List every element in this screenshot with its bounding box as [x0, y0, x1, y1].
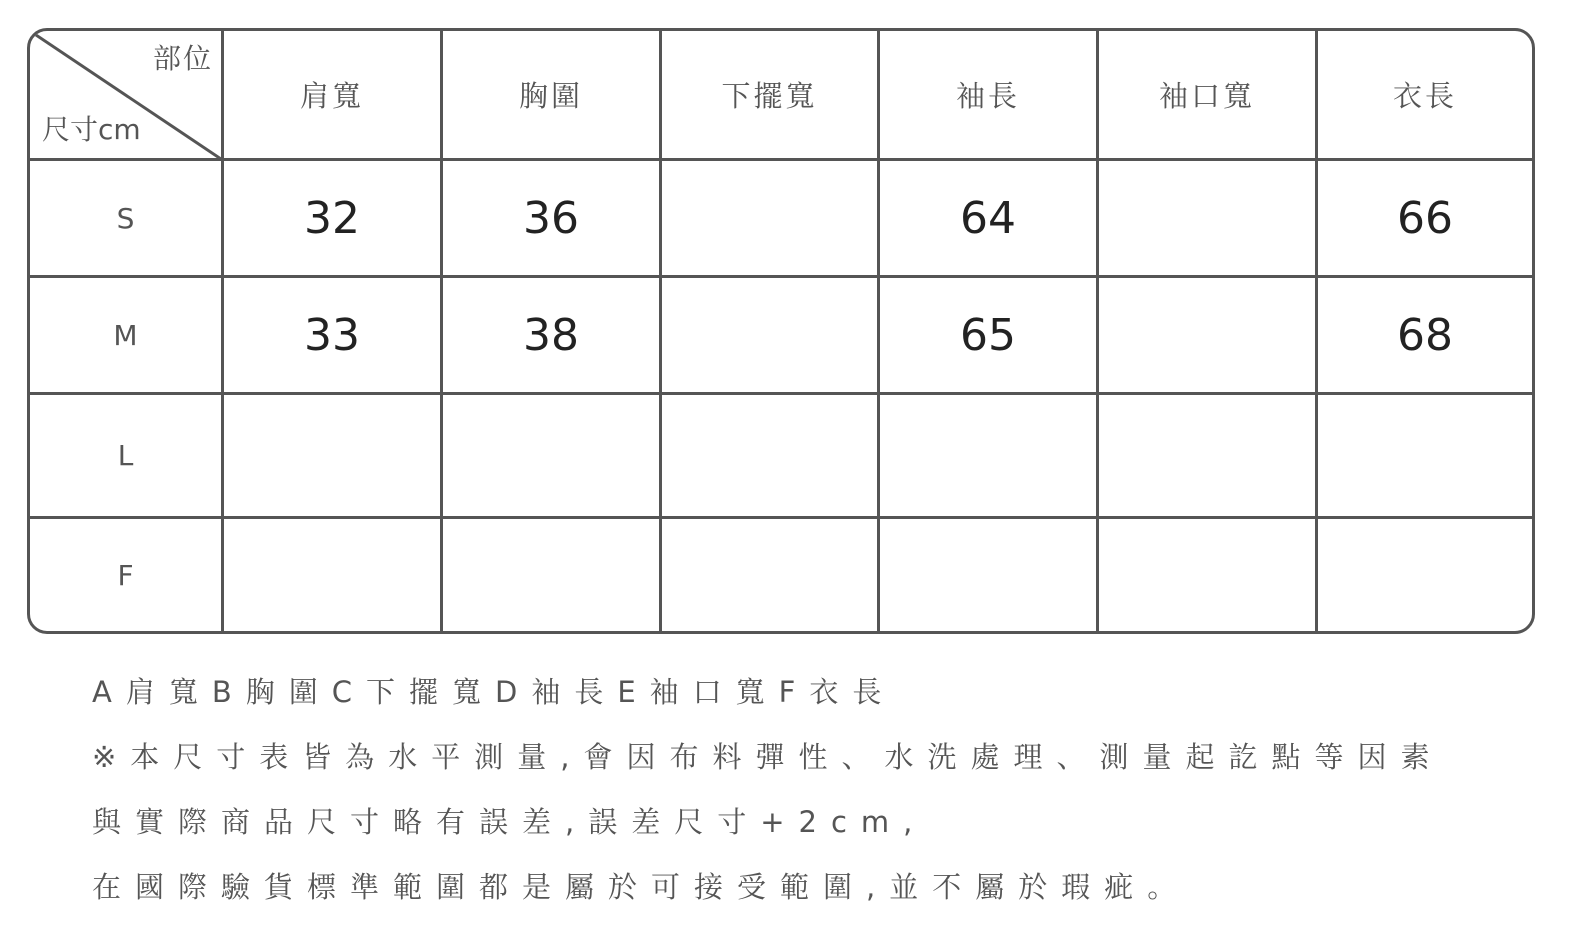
table-cell [1099, 395, 1318, 519]
size-cell-l [30, 395, 224, 519]
size-cell-f [30, 519, 224, 631]
table-cell [1099, 519, 1318, 631]
header-cuff-width [1099, 31, 1318, 161]
header-shoulder [224, 31, 443, 161]
table-cell [443, 278, 662, 395]
header-label: 袖口寬 [1158, 79, 1255, 113]
cell-value: 33 [304, 309, 360, 361]
table-cell [1318, 278, 1532, 395]
table-cell [662, 395, 880, 519]
header-label: 袖長 [955, 79, 1020, 113]
table-cell [1318, 161, 1532, 278]
header-label: 胸圍 [518, 79, 583, 113]
table-cell [1099, 278, 1318, 395]
corner-cell [30, 31, 224, 161]
header-label: 肩寬 [299, 79, 364, 113]
cell-value: 32 [304, 192, 360, 244]
size-label: F [117, 558, 134, 592]
size-label: S [116, 201, 135, 235]
measurement-notes [92, 660, 1532, 920]
size-chart-table [27, 28, 1535, 634]
header-label: 下擺寬 [721, 79, 818, 113]
note-line: ※本尺寸表皆為水平測量,會因布料彈性、水洗處理、測量起訖點等因素 [92, 740, 1444, 774]
cell-value: 36 [523, 192, 579, 244]
header-hem [662, 31, 880, 161]
table-cell [224, 519, 443, 631]
note-legend-line: A肩寬B胸圍C下擺寬D袖長E袖口寬F衣長 [92, 675, 896, 709]
size-label: M [113, 318, 138, 352]
size-cell-s [30, 161, 224, 278]
table-cell [224, 161, 443, 278]
table-cell [880, 161, 1099, 278]
table-cell [880, 395, 1099, 519]
table-cell [224, 395, 443, 519]
table-cell [1318, 395, 1532, 519]
header-length [1318, 31, 1532, 161]
size-cell-m [30, 278, 224, 395]
table-cell [443, 395, 662, 519]
table-cell [1099, 161, 1318, 278]
cell-value: 64 [960, 192, 1016, 244]
table-cell [1318, 519, 1532, 631]
cell-value: 68 [1397, 309, 1453, 361]
cell-value: 65 [960, 309, 1016, 361]
table-cell [662, 161, 880, 278]
table-cell [224, 278, 443, 395]
size-label: L [117, 439, 134, 472]
header-sleeve-length [880, 31, 1099, 161]
table-cell [443, 161, 662, 278]
corner-size-label: 尺寸cm [42, 113, 141, 146]
header-label: 衣長 [1392, 79, 1457, 113]
table-cell [880, 278, 1099, 395]
cell-value: 66 [1397, 192, 1453, 244]
header-chest [443, 31, 662, 161]
cell-value: 38 [523, 309, 579, 361]
note-line: 與實際商品尺寸略有誤差,誤差尺寸+2cm, [92, 805, 927, 839]
table-cell [880, 519, 1099, 631]
table-cell [662, 519, 880, 631]
corner-part-label: 部位 [152, 42, 213, 75]
table-cell [443, 519, 662, 631]
note-line: 在國際驗貨標準範圍都是屬於可接受範圍,並不屬於瑕疵。 [92, 870, 1191, 904]
table-cell [662, 278, 880, 395]
